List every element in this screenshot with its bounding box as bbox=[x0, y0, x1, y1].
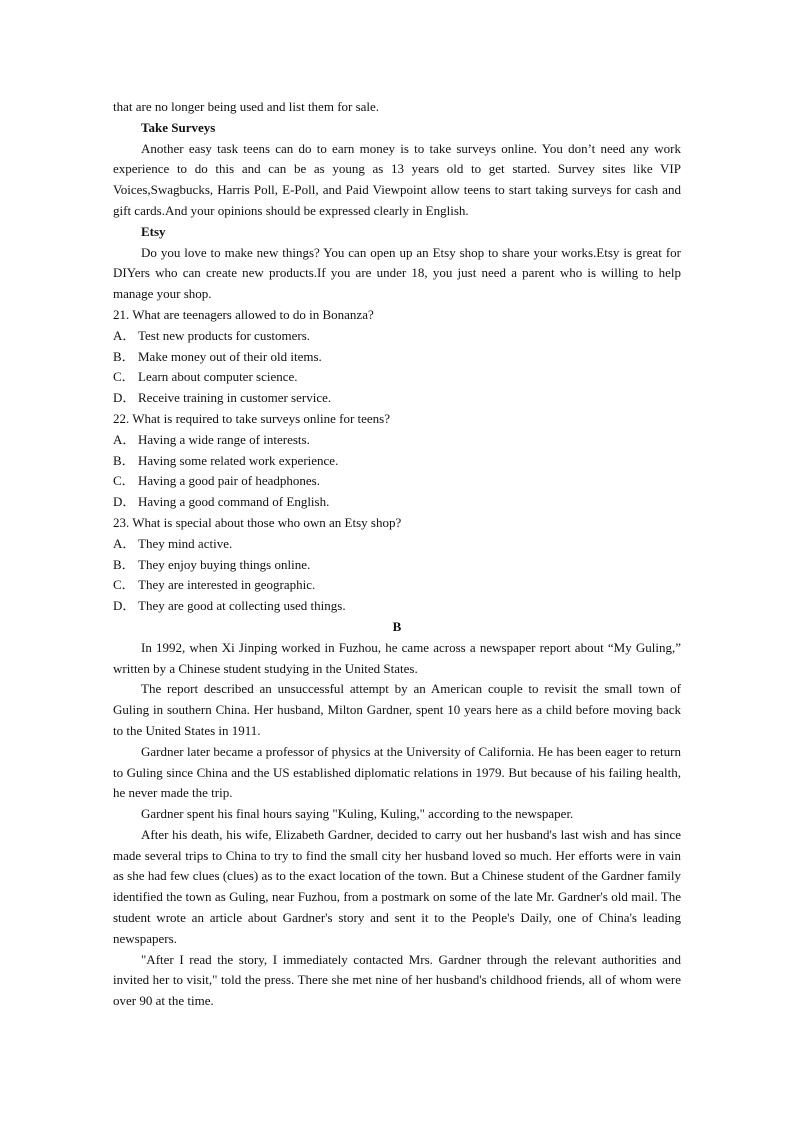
option-letter: D． bbox=[113, 494, 136, 510]
option-a bbox=[113, 534, 681, 555]
option-b bbox=[113, 555, 681, 576]
option-text: They enjoy buying things online. bbox=[138, 556, 311, 572]
option-letter: C． bbox=[113, 577, 135, 593]
option-letter: B． bbox=[113, 348, 135, 364]
question-stem: 22. What is required to take surveys online for teens? bbox=[113, 410, 391, 426]
option-letter: A． bbox=[113, 431, 136, 447]
etsy-heading: Etsy bbox=[141, 223, 166, 239]
passage-b-paragraph-5: After his death, his wife, Elizabeth Gardner, decided to carry out her husband's last wish and has since made several trips to China to try to find the small city her husband loved so much. Her efforts were in vain as she had few clues (clues) as to the exact location of the town. But a Chinese student of the Gardner family identified the town as Guling, near Fuzhou, from a postmark on some of the late Mr. Gardner's old mail. The student wrote an article about Gardner's story and sent it to the People's Daily, one of China's leading newspapers. bbox=[113, 826, 681, 946]
option-text: Having a wide range of interests. bbox=[138, 431, 310, 447]
question-21 bbox=[113, 305, 681, 409]
etsy-paragraph: Do you love to make new things? You can open up an Etsy shop to share your works.Etsy is great for DIYers who can create new products.If you are under 18, you just need a parent who is willing to help manage your shop. bbox=[113, 244, 681, 302]
option-letter: C． bbox=[113, 473, 135, 489]
passage-b-paragraph-2: The report described an unsuccessful attempt by an American couple to revisit the small town of Guling in southern China. Her husband, Milton Gardner, spent 10 years here as a child before moving back to the United States in 1911. bbox=[113, 681, 681, 738]
option-letter: B． bbox=[113, 452, 135, 468]
option-text: They are interested in geographic. bbox=[138, 577, 316, 593]
option-a bbox=[113, 430, 681, 451]
question-stem: 21. What are teenagers allowed to do in Bonanza? bbox=[113, 306, 374, 322]
option-letter: B． bbox=[113, 556, 135, 572]
option-d bbox=[113, 596, 681, 617]
passage-b-paragraph-3: Gardner later became a professor of physics at the University of California. He has been eager to return to Guling since China and the US established diplomatic relations in 1979. But because of his failing health, he never made the trip. bbox=[113, 743, 681, 801]
question-23 bbox=[113, 513, 681, 617]
intro-tail: that are no longer being used and list them for sale. bbox=[113, 99, 380, 114]
option-text: Having a good pair of headphones. bbox=[138, 473, 320, 489]
option-text: Having some related work experience. bbox=[138, 452, 339, 468]
option-text: Learn about computer science. bbox=[138, 369, 298, 385]
option-text: They mind active. bbox=[138, 535, 233, 551]
option-a bbox=[113, 326, 681, 347]
surveys-paragraph: Another easy task teens can do to earn money is to take surveys online. You don’t need any work experience to do this and can be as young as 13 years old to get started. Survey sites like VIP Voices,Swagbucks, Harris Poll, E-Poll, and Paid Viewpoint allow teens to start taking surveys for cash and gift cards.And your opinions should be expressed clearly in English. bbox=[113, 140, 681, 218]
question-stem: 23. What is special about those who own an Etsy shop? bbox=[113, 514, 402, 530]
option-text: They are good at collecting used things. bbox=[138, 598, 346, 614]
option-letter: A． bbox=[113, 327, 136, 343]
passage-b-paragraph-6: "After I read the story, I immediately contacted Mrs. Gardner through the relevant authorities and invited her to visit," told the press. There she met nine of her husband's childhood friends, all of whom were over 90 at the time. bbox=[113, 951, 681, 1009]
option-text: Make money out of their old items. bbox=[138, 348, 322, 364]
option-text: Receive training in customer service. bbox=[138, 390, 332, 406]
option-b bbox=[113, 347, 681, 368]
passage-b-label: B bbox=[392, 618, 402, 634]
option-letter: D． bbox=[113, 390, 136, 406]
passage-b-paragraph-1: In 1992, when Xi Jinping worked in Fuzhou, he came across a newspaper report about “My Guling,” written by a Chinese student studying in the United States. bbox=[113, 639, 681, 676]
document-page bbox=[113, 97, 681, 1012]
passage-b-paragraph-4: Gardner spent his final hours saying "Kuling, Kuling," according to the newspaper. bbox=[141, 806, 574, 822]
option-c bbox=[113, 575, 681, 596]
option-d bbox=[113, 492, 681, 513]
option-c bbox=[113, 367, 681, 388]
option-c bbox=[113, 471, 681, 492]
question-22 bbox=[113, 409, 681, 513]
surveys-heading: Take Surveys bbox=[141, 119, 216, 135]
option-text: Having a good command of English. bbox=[138, 494, 330, 510]
option-d bbox=[113, 388, 681, 409]
option-text: Test new products for customers. bbox=[138, 327, 311, 343]
option-letter: C． bbox=[113, 369, 135, 385]
option-letter: A． bbox=[113, 535, 136, 551]
option-letter: D． bbox=[113, 598, 136, 614]
option-b bbox=[113, 451, 681, 472]
